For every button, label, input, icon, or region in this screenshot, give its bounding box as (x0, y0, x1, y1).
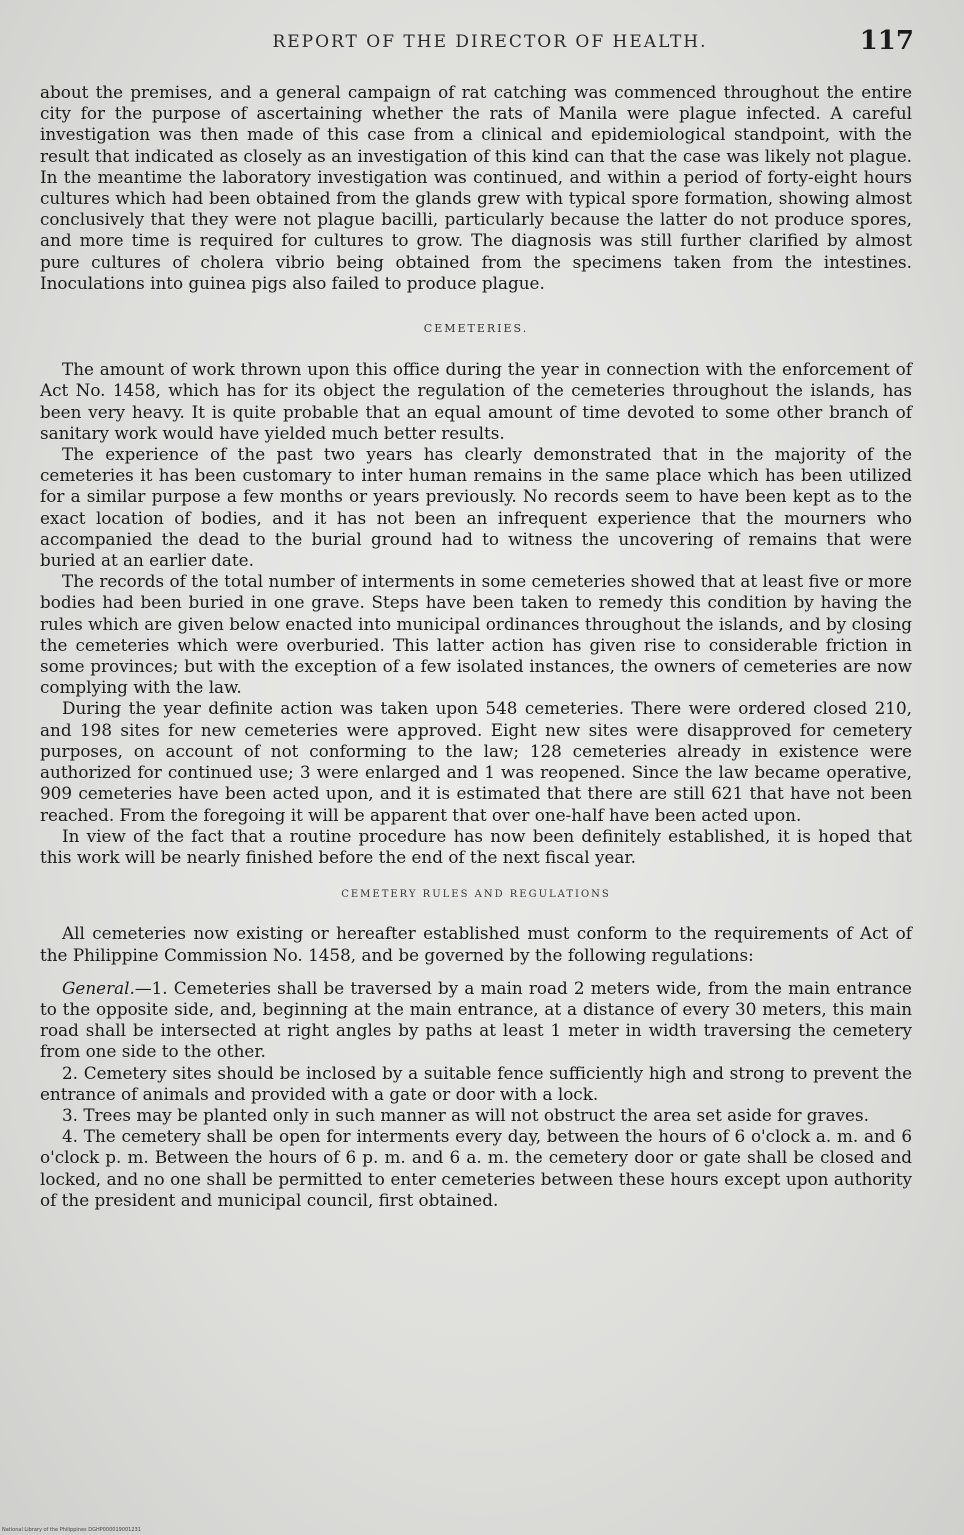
section-heading-cemeteries: CEMETERIES. (423, 322, 529, 336)
body-text (40, 82, 912, 1211)
library-credit: National Library of the Philippines DGHP000019001231 (2, 1527, 141, 1533)
rules-intro: All cemeteries now existing or hereafter established must conform to the requirements of Act of the Philippine Commission No. 1458, and be governed by the following regulations: (40, 923, 912, 965)
paragraph-cemeteries-experience: The experience of the past two years has clearly demonstrated that in the majority of the cemeteries it has been customary to inter human remains in the same place which has been utilized for a similar purpose a few months or years previously. No records seem to have been kept as to the exact location of bodies, and it has not been an infrequent experience that the mourners who accompanied the dead to the burial ground had to witness the uncovering of remains that were buried at an earlier date. (40, 444, 912, 571)
paragraph-cemeteries-workload: The amount of work thrown upon this office during the year in connection with the enforcement of Act No. 1458, which has for its object the regulation of the cemeteries throughout the islands, has been very heavy. It is quite probable that an equal amount of time devoted to some other branch of sanitary work would have yielded much better results. (40, 359, 912, 443)
page-header (60, 26, 920, 60)
rule-text-1: —1. Cemeteries shall be traversed by a main road 2 meters wide, from the main entrance to the opposite side, and, beginning at the main entrance, at a distance of every 30 meters, this main road shall be intersected at right angles by paths at least 1 meter in width traversing the cemetery from one side to the other. (40, 977, 912, 1062)
running-head: REPORT OF THE DIRECTOR OF HEALTH. (272, 32, 708, 52)
paragraph-cemeteries-action: During the year definite action was taken upon 548 cemeteries. There were ordered closed 210, and 198 sites for new cemeteries were approved. Eight new sites were disapproved for cemetery purposes, on account of not conforming to the law; 128 cemeteries already in existence were authorized for continued use; 3 were enlarged and 1 was reopened. Since the law became operative, 909 cemeteries have been acted upon, and it is estimated that there are still 621 that have not been reached. From the foregoing it will be apparent that over one-half have been acted upon. (40, 698, 912, 825)
paragraph-cemeteries-procedure: In view of the fact that a routine procedure has now been definitely established, it is hoped that this work will be nearly finished before the end of the next fiscal year. (40, 825, 912, 867)
general-label: General. (62, 977, 135, 998)
rule-item-1 (40, 978, 912, 1063)
rule-item-2: 2. Cemetery sites should be inclosed by a suitable fence sufficiently high and strong to prevent the entrance of animals and provided with a gate or door with a lock. (40, 1062, 912, 1104)
section-heading-rules: CEMETERY RULES AND REGULATIONS (341, 889, 611, 901)
paragraph-plague-investigation: about the premises, and a general campaign of rat catching was commenced throughout the entire city for the purpose of ascertaining whether the rats of Manila were plague infected. A careful investigation was then made of this case from a clinical and epidemiological standpoint, with the result that indicated as closely as an investigation of this kind can that the case was likely not plague. In the meantime the laboratory investigation was continued, and within a period of forty-eight hours cultures which had been obtained from the glands grew with typical spore formation, showing almost conclusively that they were not plague bacilli, particularly because the latter do not produce spores, and more time is required for cultures to grow. The diagnosis was still further clarified by almost pure cultures of cholera vibrio being obtained from the specimens taken from the intestines. Inoculations into guinea pigs also failed to produce plague. (40, 82, 912, 293)
paragraph-cemeteries-records: The records of the total number of interments in some cemeteries showed that at least five or more bodies had been buried in one grave. Steps have been taken to remedy this condition by having the rules which are given below enacted into municipal ordinances throughout the islands, and by closing the cemeteries which were overburied. This latter action has given rise to considerable friction in some provinces; but with the exception of a few isolated instances, the owners of cemeteries are now complying with the law. (40, 571, 912, 698)
rule-item-3: 3. Trees may be planted only in such manner as will not obstruct the area set aside for graves. (62, 1104, 869, 1125)
page-number: 117 (859, 26, 914, 56)
rule-item-4: 4. The cemetery shall be open for interments every day, between the hours of 6 o'clock a. m. and 6 o'clock p. m. Between the hours of 6 p. m. and 6 a. m. the cemetery door or gate shall be closed and locked, and no one shall be permitted to enter cemeteries between these hours except upon authority of the president and municipal council, first obtained. (40, 1126, 912, 1210)
